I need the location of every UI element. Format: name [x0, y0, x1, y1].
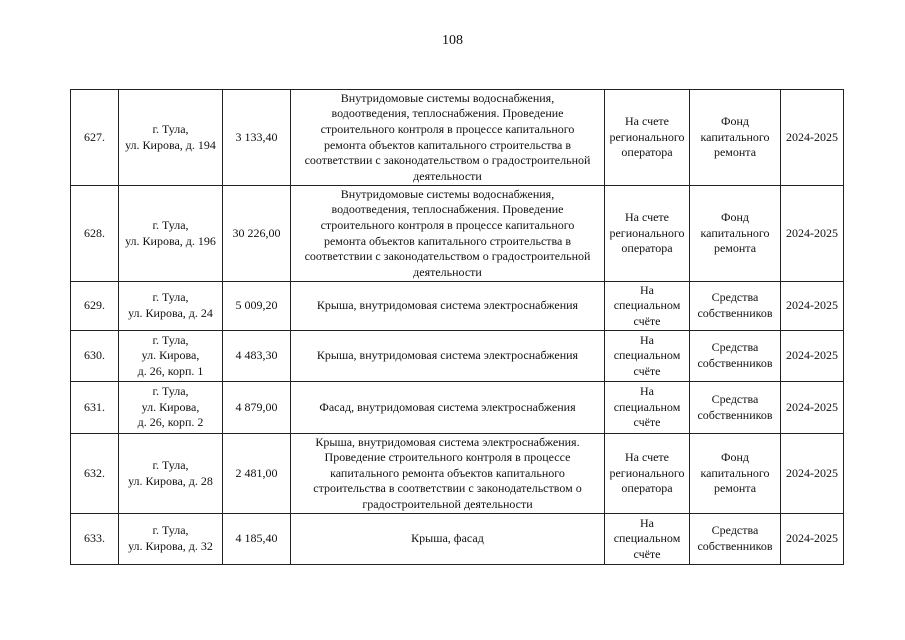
row-number: 628.	[71, 186, 119, 282]
address-cell	[119, 514, 223, 565]
funding-line: Средства	[711, 391, 759, 406]
area-cell: 2 481,00	[223, 434, 291, 514]
account-line: На	[640, 332, 654, 347]
account-line: специальном	[613, 399, 681, 414]
address-cell	[119, 382, 223, 434]
work-cell	[291, 186, 605, 282]
work-line: ремонта объектов капитального строительства в	[323, 233, 572, 248]
work-cell	[291, 282, 605, 331]
funding-line: Фонд	[720, 114, 749, 129]
address-line: ул. Кирова, д. 32	[128, 539, 213, 553]
work-line: Внутридомовые системы водоснабжения,	[340, 90, 555, 105]
address-line: ул. Кирова,	[141, 399, 200, 414]
period-cell: 2024-2025	[781, 382, 844, 434]
row-number: 631.	[71, 382, 119, 434]
work-line: Крыша, внутридомовая система электроснабжения	[316, 348, 579, 363]
period-cell: 2024-2025	[781, 331, 844, 382]
work-line: Внутридомовые системы водоснабжения,	[340, 186, 555, 201]
funding-cell	[690, 90, 781, 186]
account-line: оператора	[621, 481, 673, 496]
table-row	[71, 382, 844, 434]
account-line: На	[640, 515, 654, 530]
work-line: Крыша, внутридомовая система электроснабжения.	[315, 434, 580, 449]
funding-line: собственников	[697, 306, 773, 320]
row-number: 630.	[71, 331, 119, 382]
work-line: водоотведения, теплоснабжения. Проведение	[331, 106, 564, 121]
funding-line: собственников	[697, 539, 773, 553]
account-cell	[605, 331, 690, 382]
address-cell	[119, 282, 223, 331]
account-line: На	[640, 282, 654, 297]
funding-cell	[690, 331, 781, 382]
address-line: д. 26, корп. 1	[137, 363, 204, 378]
work-cell	[291, 514, 605, 565]
account-line: счёте	[633, 546, 661, 561]
work-line: Фасад, внутридомовая система электроснабжения	[319, 399, 576, 414]
work-line: ремонта объектов капитального строительства в	[323, 137, 572, 152]
funding-line: капитального	[700, 129, 770, 144]
row-number: 633.	[71, 514, 119, 565]
period-cell: 2024-2025	[781, 282, 844, 331]
address-cell	[119, 331, 223, 382]
account-cell	[605, 186, 690, 282]
funding-line: Средства	[711, 290, 759, 305]
account-cell	[605, 514, 690, 565]
area-cell: 30 226,00	[223, 186, 291, 282]
funding-line: ремонта	[713, 481, 757, 496]
funding-cell	[690, 434, 781, 514]
funding-line: собственников	[697, 356, 773, 370]
account-line: регионального	[609, 465, 685, 480]
address-cell	[119, 90, 223, 186]
work-line: Крыша, внутридомовая система электроснабжения	[316, 298, 579, 313]
address-line: г. Тула,	[152, 384, 189, 399]
account-cell	[605, 434, 690, 514]
table-row	[71, 331, 844, 382]
funding-cell	[690, 382, 781, 434]
funding-line: Фонд	[720, 210, 749, 225]
funding-line: капитального	[700, 465, 770, 480]
account-line: специальном	[613, 348, 681, 363]
account-line: регионального	[609, 129, 685, 144]
funding-line: Средства	[711, 340, 759, 355]
work-line: капитального ремонта объектов капитального	[330, 465, 565, 480]
account-line: На счете	[624, 210, 669, 225]
work-line: деятельности	[413, 264, 482, 279]
account-line: специальном	[613, 298, 681, 313]
work-line: строительного контроля в процессе капитального	[320, 121, 575, 136]
table-row	[71, 186, 844, 282]
address-line: г. Тула,	[152, 332, 189, 347]
table-row	[71, 434, 844, 514]
address-line: ул. Кирова, д. 196	[125, 233, 216, 248]
funding-line: собственников	[697, 407, 773, 422]
period-cell: 2024-2025	[781, 186, 844, 282]
area-cell: 4 483,30	[223, 331, 291, 382]
funding-cell	[690, 186, 781, 282]
row-number: 629.	[71, 282, 119, 331]
work-cell	[291, 90, 605, 186]
account-line: регионального	[609, 225, 685, 240]
work-line: Проведение строительного контроля в процессе	[324, 450, 571, 465]
period-cell: 2024-2025	[781, 90, 844, 186]
work-cell	[291, 434, 605, 514]
address-line: г. Тула,	[152, 523, 189, 538]
area-cell: 3 133,40	[223, 90, 291, 186]
address-line: д. 26, корп. 2	[137, 415, 204, 430]
work-line: соответствии с законодательством о градостроительной	[304, 249, 591, 264]
address-line: г. Тула,	[152, 290, 189, 305]
account-line: На	[640, 384, 654, 399]
row-number: 632.	[71, 434, 119, 514]
work-line: Крыша, фасад	[411, 531, 484, 546]
work-line: градостроительной деятельности	[362, 496, 533, 511]
funding-cell	[690, 514, 781, 565]
work-line: строительства в соответствии с законодательством о	[313, 481, 582, 496]
work-cell	[291, 331, 605, 382]
funding-line: Средства	[711, 523, 759, 538]
work-line: водоотведения, теплоснабжения. Проведение	[331, 202, 564, 217]
area-cell: 4 879,00	[223, 382, 291, 434]
account-line: счёте	[633, 313, 661, 328]
account-cell	[605, 282, 690, 331]
account-cell	[605, 90, 690, 186]
funding-line: ремонта	[713, 145, 757, 160]
work-cell	[291, 382, 605, 434]
table-row	[71, 90, 844, 186]
address-line: ул. Кирова, д. 194	[125, 137, 216, 152]
address-line: г. Тула,	[152, 457, 189, 472]
housing-repair-table	[70, 89, 844, 565]
funding-line: ремонта	[713, 241, 757, 256]
table-row	[71, 514, 844, 565]
work-line: строительного контроля в процессе капитального	[320, 217, 575, 232]
funding-line: капитального	[700, 225, 770, 240]
funding-cell	[690, 282, 781, 331]
account-line: На счете	[624, 114, 669, 129]
address-line: г. Тула,	[152, 217, 189, 232]
account-line: На счете	[624, 450, 669, 465]
account-line: оператора	[621, 241, 673, 256]
area-cell: 4 185,40	[223, 514, 291, 565]
account-line: оператора	[621, 145, 673, 160]
page-number: 108	[442, 33, 463, 48]
address-cell	[119, 434, 223, 514]
area-cell: 5 009,20	[223, 282, 291, 331]
address-cell	[119, 186, 223, 282]
work-line: деятельности	[413, 168, 482, 183]
table-row	[71, 282, 844, 331]
account-line: счёте	[633, 415, 661, 430]
period-cell: 2024-2025	[781, 514, 844, 565]
period-cell: 2024-2025	[781, 434, 844, 514]
account-cell	[605, 382, 690, 434]
row-number: 627.	[71, 90, 119, 186]
address-line: ул. Кирова, д. 28	[128, 473, 213, 488]
work-line: соответствии с законодательством о градостроительной	[304, 153, 591, 168]
account-line: счёте	[633, 363, 661, 378]
address-line: ул. Кирова,	[141, 348, 200, 363]
address-line: г. Тула,	[152, 121, 189, 136]
account-line: специальном	[613, 531, 681, 546]
funding-line: Фонд	[720, 450, 749, 465]
address-line: ул. Кирова, д. 24	[128, 306, 213, 320]
